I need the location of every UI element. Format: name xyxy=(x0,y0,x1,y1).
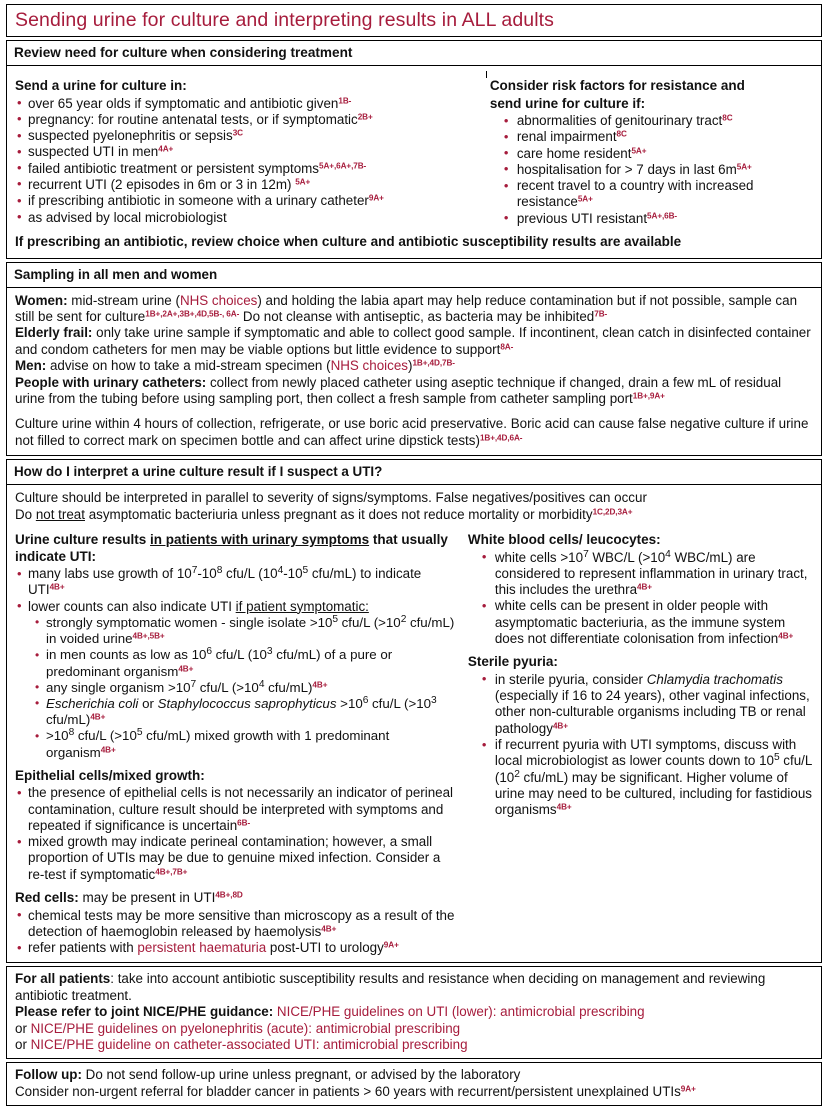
list-item: • chemical tests may be more sensitive than microscopy as a result of the detection of haemoglobin released by haemolysis$^{4B+}$ xyxy=(15,908,458,941)
evidence-ref: 4B+ xyxy=(49,582,65,592)
document-title-bar xyxy=(6,4,822,37)
list-item: • if recurrent pyuria with UTI symptoms, discuss with local microbiologist as lower counts down to $10^5$ cfu/L ($10^2$ cfu/mL) may be significant. Higher volume of urine may need to be cultured, including for fastidious organisms$^{4B+}$ xyxy=(480,737,813,818)
evidence-ref: 5A+,6A+,7B- xyxy=(319,161,367,171)
list-item: • in sterile pyuria, consider Chlamydia trachomatis (especially if 16 to 24 years), other vaginal infections, other non-culturable organisms including TB or renal pathology$^{4B+}$ xyxy=(480,672,813,737)
epithelial-list xyxy=(15,785,458,883)
risk-factors-list xyxy=(502,113,813,227)
list-item: • any single organism $>10^7$ cfu/L ($>10^4$ cfu/mL)$^{4B+}$ xyxy=(33,680,458,696)
evidence-ref: 1B- xyxy=(338,96,352,105)
risk-factors-heading-line1: Consider risk factors for resistance and xyxy=(489,78,745,93)
list-item: • in men counts as low as $10^6$ cfu/L ($10^3$ cfu/mL) of a pure or predominant organism$^{4B+}$ xyxy=(33,647,458,679)
list-item: • previous UTI resistant$^{5A+,6B-}$ xyxy=(502,211,813,227)
evidence-ref: 9A+ xyxy=(383,940,399,950)
evidence-ref: 4B+ xyxy=(90,712,106,722)
evidence-ref: 1B+,4D,7B- xyxy=(412,358,455,368)
sampling-women: Women: mid-stream urine (NHS choices) and holding the labia apart may help reduce contamination but if not possible, sample can still be sent for culture$^{1B+,2A+,3B+,4D,5B-, 6A-}$ Do not cleanse with antiseptic, as bacteria may be inhibited$^{7B-}$ xyxy=(15,292,798,324)
sampling-panel xyxy=(6,288,822,457)
follow-up-line1: Follow up: Do not send follow-up urine unless pregnant, or advised by the laboratory xyxy=(15,1067,521,1083)
evidence-ref: 4B+ xyxy=(552,721,568,731)
page-title: Sending urine for culture and interpreting results in ALL adults xyxy=(15,9,555,31)
sterile-pyuria-list xyxy=(480,672,813,819)
section-header-sampling: Sampling in all men and women xyxy=(6,262,822,288)
review-panel xyxy=(6,66,822,259)
list-item: • abnormalities of genitourinary tract$^{8C}$ xyxy=(502,113,813,129)
interpret-right-column xyxy=(466,532,813,818)
list-item: • the presence of epithelial cells is not necessarily an indicator of perineal contamination, culture result should be interpreted with symptoms and repeated if significance is uncertain$^{6B-}$ xyxy=(15,785,458,834)
epithelial-heading: Epithelial cells/mixed growth: xyxy=(15,767,205,783)
sampling-storage: Culture urine within 4 hours of collection, refrigerate, or use boric acid preservative. Boric acid can cause false negative culture if urine not filled to correct mark on specimen bottle and can affect urine dipstick tests)$^{1B+,4D,6A-}$ xyxy=(15,416,809,448)
interpret-columns xyxy=(15,532,813,956)
list-item: • many labs use growth of $10^7-10^8$ cfu/L ($10^4-10^5$ cfu/mL) to indicate $UTI^{4B+}$ xyxy=(15,566,458,599)
section-sampling xyxy=(6,262,822,457)
evidence-ref: 3C xyxy=(232,128,243,138)
evidence-ref: 4B+,5B+ xyxy=(132,631,165,641)
evidence-ref: 4A+ xyxy=(158,144,174,154)
evidence-ref: 6B- xyxy=(237,818,251,828)
nice-phe-pyelonephritis-link[interactable]: NICE/PHE guidelines on pyelonephritis (acute): antimicrobial prescribing xyxy=(30,1020,461,1036)
section-all-patients xyxy=(6,966,822,1059)
evidence-ref: 5A+ xyxy=(631,146,647,156)
list-item: • failed antibiotic treatment or persistent symptoms$^{5A+,6A+,7B-}$ xyxy=(15,161,480,177)
evidence-ref: 4B+ xyxy=(637,582,652,592)
list-item: • recurrent UTI (2 episodes in 6m or 3 in 12m) $^{5A+}$ xyxy=(15,177,480,193)
evidence-ref: 1C,2D,3A+ xyxy=(592,507,633,517)
section-review-need xyxy=(6,40,822,259)
nice-phe-guidance-line1: Please refer to joint NICE/PHE guidance: NICE/PHE guidelines on UTI (lower): antimicrobial prescribing xyxy=(15,1004,645,1020)
urine-results-heading: Urine culture results in patients with urinary symptoms that usually indicate UTI: xyxy=(15,532,448,564)
evidence-ref: 4B+ xyxy=(778,631,794,641)
evidence-ref: 4B+ xyxy=(556,802,572,812)
evidence-ref: 1B+,9A+ xyxy=(632,391,665,401)
evidence-ref: 5A+ xyxy=(736,162,752,172)
list-item: • as advised by local microbiologist xyxy=(15,210,480,226)
evidence-ref: 2B+ xyxy=(357,112,373,122)
list-item: • suspected pyelonephritis or sepsis$^{3C}$ xyxy=(15,128,480,144)
list-item: • $>10^8$ cfu/L ($>10^5$ cfu/mL) mixed growth with 1 predominant organism$^{4B+}$ xyxy=(33,728,458,760)
section-interpretation xyxy=(6,459,822,963)
urine-results-sublist xyxy=(33,615,458,761)
sampling-men: Men: advise on how to take a mid-stream specimen (NHS choices)$^{1B+,4D,7B-}$ xyxy=(15,358,455,374)
list-item: • renal impairment$^{8C}$ xyxy=(502,129,813,145)
list-item: • white cells can be present in older people with asymptomatic bacteriuria, as the immune system does not differentiate colonisation from infection$^{4B+}$ xyxy=(480,598,813,647)
list-item: • recent travel to a country with increased resistance$^{5A+}$ xyxy=(502,178,813,211)
evidence-ref: 1B+,2A+,3B+,4D,5B-, 6A- xyxy=(145,309,240,319)
list-item: • white cells $>10^7$ WBC/L ($>10^4$ WBC/mL) are considered to represent inflammation in urinary tract, this includes the urethra$^{4B+}$ xyxy=(480,550,813,599)
list-item: • hospitalisation for > 7 days in last $6m^{5A+}$ xyxy=(502,162,813,178)
section-follow-up xyxy=(6,1062,822,1106)
list-item: • care home resident$^{5A+}$ xyxy=(502,146,813,162)
send-culture-heading: Send a urine for culture in: xyxy=(15,78,187,93)
evidence-ref: 8C xyxy=(722,113,733,123)
sampling-catheters: People with urinary catheters: collect from newly placed catheter using aseptic technique if changed, drain a few mL of residual urine from the tubing before using sampling port, then collect a fresh sample from catheter sampling port$^{1B+,9A+}$ xyxy=(15,374,782,407)
section-header-review: Review need for culture when considering treatment xyxy=(6,40,822,66)
haematuria-highlight: persistent haematuria xyxy=(137,940,267,956)
red-cells-list xyxy=(15,908,458,957)
evidence-ref: 5A+ xyxy=(577,194,593,204)
list-item: • refer patients with persistent haematuria post-UTI to urology$^{9A+}$ xyxy=(15,940,458,956)
nice-phe-uti-lower-link[interactable]: NICE/PHE guidelines on UTI (lower): antimicrobial prescribing xyxy=(273,1004,645,1020)
evidence-ref: 4B+ xyxy=(312,680,328,690)
list-item: • lower counts can also indicate UTI if patient symptomatic: xyxy=(15,599,458,615)
evidence-ref: 5A+,6B- xyxy=(647,211,678,221)
list-item: • pregnancy: for routine antenatal tests, or if symptomatic$^{2B+}$ xyxy=(15,112,480,128)
review-left-column xyxy=(15,78,486,226)
evidence-ref: 4B+ xyxy=(100,745,116,755)
nhs-choices-link[interactable]: NHS choices xyxy=(330,358,408,374)
sampling-elderly: Elderly frail: only take urine sample if symptomatic and able to collect good sample. If incontinent, clean catch in disinfected container and condom catheters for men may be viable options but little evidence to support$^{8A-}$ xyxy=(15,325,811,357)
review-columns xyxy=(15,78,813,227)
list-item: • over 65 year olds if symptomatic and antibiotic given$^{1B-}$ xyxy=(15,96,480,112)
nice-phe-catheter-uti-link[interactable]: NICE/PHE guideline on catheter-associated UTI: antimicrobial prescribing xyxy=(30,1037,468,1053)
wbc-list xyxy=(480,550,813,648)
interpret-intro-line1: Culture should be interpreted in parallel to severity of signs/symptoms. False negatives/positives can occur xyxy=(15,490,647,506)
column-tick-divider xyxy=(15,71,487,78)
nhs-choices-link[interactable]: NHS choices xyxy=(179,292,258,308)
urine-results-list xyxy=(15,566,458,615)
risk-factors-heading-line2: send urine for culture if: xyxy=(489,95,646,111)
list-item: • suspected UTI in men$^{4A+}$ xyxy=(15,144,480,160)
interpret-panel xyxy=(6,485,822,963)
evidence-ref: 7B- xyxy=(594,309,608,319)
list-item: • strongly symptomatic women - single isolate $>10^5$ cfu/L ($>10^2$ cfu/mL) in voided urine$^{4B+,5B+}$ xyxy=(33,615,458,647)
red-cells-heading: Red cells: may be present in $UTI^{4B+,8D}$ xyxy=(15,890,243,906)
evidence-ref: 4B+ xyxy=(321,924,337,934)
evidence-ref: 8C xyxy=(616,129,627,139)
interpret-left-column xyxy=(15,532,466,956)
send-culture-list xyxy=(15,96,480,226)
interpret-intro-line2: Do not treat asymptomatic bacteriuria unless pregnant as it does not reduce mortality or morbidity$^{1C,2D,3A+}$ xyxy=(15,506,633,522)
nice-phe-guidance-line3: or NICE/PHE guideline on catheter-associated UTI: antimicrobial prescribing xyxy=(15,1037,468,1053)
follow-up-line2: Consider non-urgent referral for bladder cancer in patients > 60 years with recurrent/persistent unexplained UTIs$^{9A+}$ xyxy=(15,1083,696,1099)
section-header-interpret: How do I interpret a urine culture result if I suspect a UTI? xyxy=(6,459,822,485)
evidence-ref: 4B+,7B+ xyxy=(155,867,188,877)
list-item: • if prescribing antibiotic in someone with a urinary catheter$^{9A+}$ xyxy=(15,193,480,209)
review-footer-note: If prescribing an antibiotic, review choice when culture and antibiotic susceptibility results are available xyxy=(15,234,682,250)
all-patients-line: For all patients: take into account antibiotic susceptibility results and resistance when deciding on management and reviewing antibiotic treatment. xyxy=(15,971,766,1003)
evidence-ref: 9A+ xyxy=(680,1084,696,1094)
evidence-ref: 9A+ xyxy=(368,193,384,203)
evidence-ref: 5A+ xyxy=(295,177,311,187)
evidence-ref: 8A- xyxy=(500,342,514,352)
list-item: • mixed growth may indicate perineal contamination; however, a small proportion of UTIs may be due to genuine mixed infection. Consider a re-test if symptomatic$^{4B+,7B+}$ xyxy=(15,834,458,883)
review-right-column xyxy=(486,78,813,227)
nice-phe-guidance-line2: or NICE/PHE guidelines on pyelonephritis (acute): antimicrobial prescribing xyxy=(15,1020,461,1036)
evidence-ref: 4B+ xyxy=(178,664,194,674)
evidence-ref: 1B+,4D,6A- xyxy=(479,433,523,443)
sterile-pyuria-heading: Sterile pyuria: xyxy=(467,654,558,670)
evidence-ref: 4B+,8D xyxy=(215,890,243,900)
wbc-heading: White blood cells/ leucocytes: xyxy=(467,532,661,548)
list-item: • Escherichia coli or Staphylococcus saprophyticus $>10^6$ cfu/L ($>10^3$ cfu/mL)$^{4B+}$ xyxy=(33,696,458,728)
